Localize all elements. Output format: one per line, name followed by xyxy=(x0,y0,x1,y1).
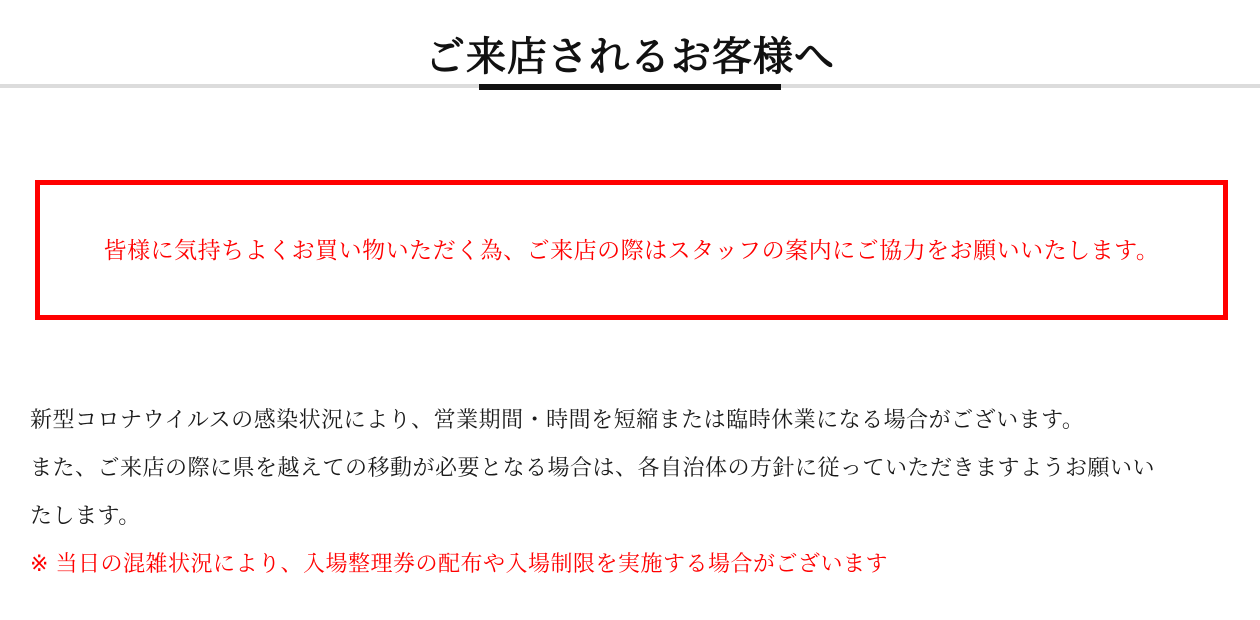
notice-line-3: たします。 xyxy=(30,503,141,528)
visitor-notice-text: 皆様に気持ちよくお買い物いただく為、ご来店の際はスタッフの案内にご協力をお願いいたします。 xyxy=(103,236,1160,263)
notice-line-2: また、ご来店の際に県を越えての移動が必要となる場合は、各自治体の方針に従っていただきますようお願いい xyxy=(30,455,1156,480)
title-underline xyxy=(479,84,781,90)
section-header xyxy=(0,0,1260,88)
notice-line-1: 新型コロナウイルスの感染状況により、営業期間・時間を短縮または臨時休業になる場合がございます。 xyxy=(30,407,1085,432)
caution-note: ※ 当日の混雑状況により、入場整理券の配布や入場制限を実施する場合がございます xyxy=(30,551,889,576)
covid-notice-section xyxy=(0,396,1260,588)
page-title: ご来店されるお客様へ xyxy=(425,35,835,79)
visitor-notice-box xyxy=(35,180,1228,320)
